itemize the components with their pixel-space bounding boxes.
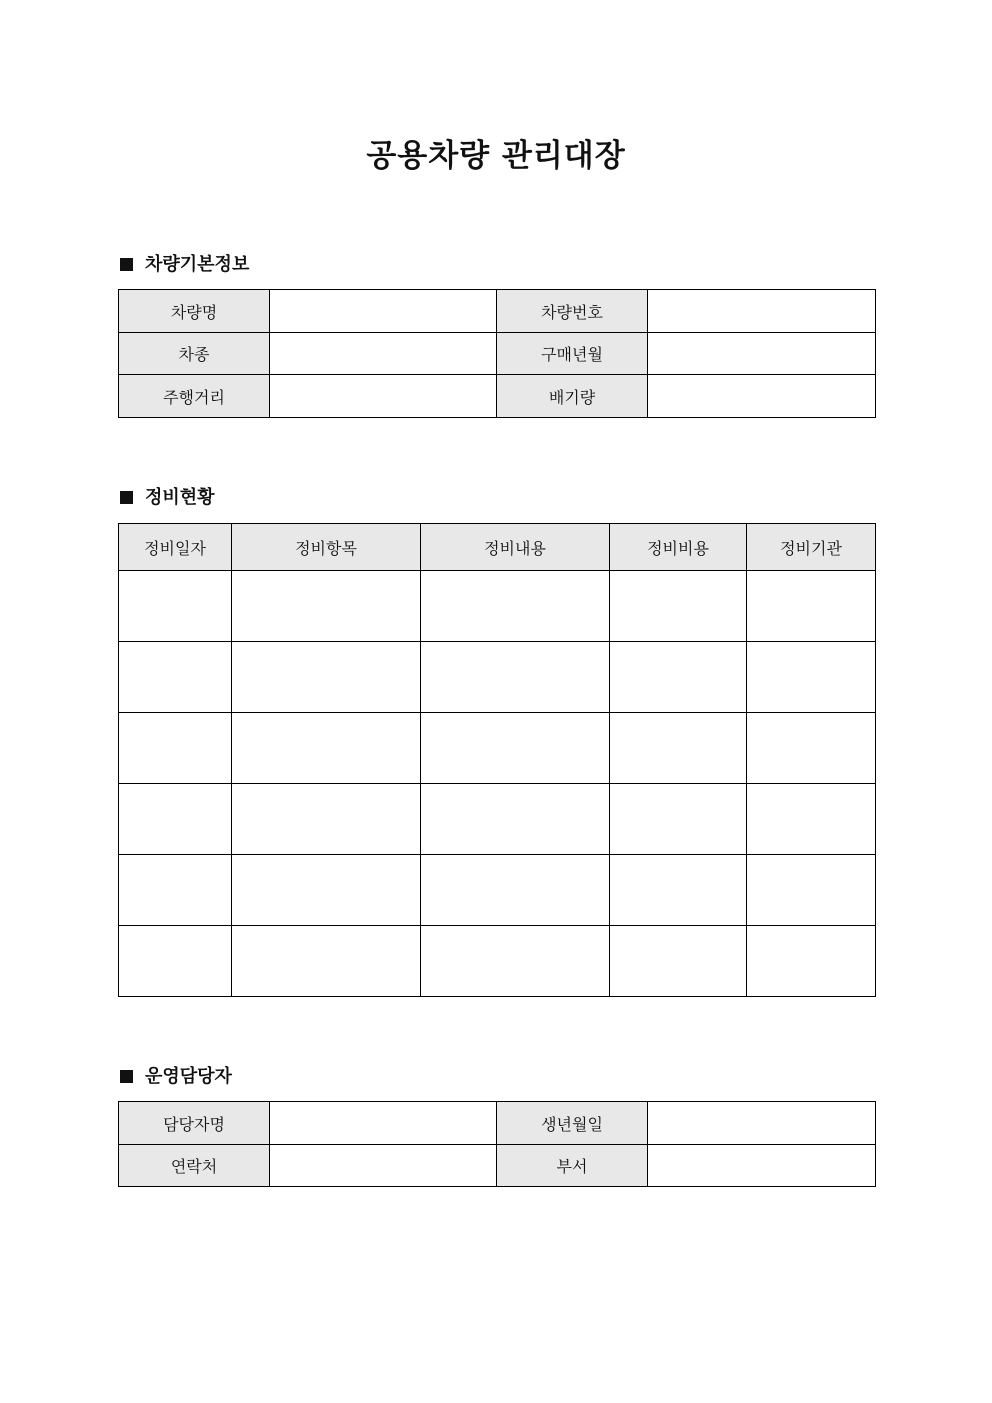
maintenance-provider-cell[interactable] — [747, 713, 876, 784]
table-row — [119, 571, 876, 642]
column-header-item: 정비항목 — [232, 524, 421, 571]
displacement-label: 배기량 — [497, 375, 648, 418]
maintenance-cost-cell[interactable] — [610, 926, 747, 997]
department-field[interactable] — [648, 1145, 876, 1187]
vehicle-name-field[interactable] — [270, 290, 497, 333]
table-row — [119, 642, 876, 713]
vehicle-type-field[interactable] — [270, 333, 497, 375]
table-row — [119, 784, 876, 855]
maintenance-date-cell[interactable] — [119, 855, 232, 926]
maintenance-item-cell[interactable] — [232, 571, 421, 642]
maintenance-provider-cell[interactable] — [747, 642, 876, 713]
section-title: 운영담당자 — [145, 1066, 232, 1087]
maintenance-cost-cell[interactable] — [610, 571, 747, 642]
column-header-date: 정비일자 — [119, 524, 232, 571]
mileage-label: 주행거리 — [119, 375, 270, 418]
vehicle-info-table — [118, 289, 876, 418]
column-header-details: 정비내용 — [421, 524, 610, 571]
table-row — [119, 375, 876, 418]
table-header-row — [119, 524, 876, 571]
column-header-provider: 정비기관 — [747, 524, 876, 571]
maintenance-details-cell[interactable] — [421, 784, 610, 855]
department-label: 부서 — [497, 1145, 648, 1187]
vehicle-type-label: 차종 — [119, 333, 270, 375]
contact-label: 연락처 — [119, 1145, 270, 1187]
maintenance-cost-cell[interactable] — [610, 642, 747, 713]
birth-date-label: 생년월일 — [497, 1102, 648, 1145]
maintenance-table — [118, 523, 876, 997]
maintenance-item-cell[interactable] — [232, 642, 421, 713]
maintenance-date-cell[interactable] — [119, 642, 232, 713]
manager-name-label: 담당자명 — [119, 1102, 270, 1145]
vehicle-number-field[interactable] — [648, 290, 876, 333]
maintenance-date-cell[interactable] — [119, 571, 232, 642]
maintenance-provider-cell[interactable] — [747, 855, 876, 926]
maintenance-cost-cell[interactable] — [610, 855, 747, 926]
table-row — [119, 1102, 876, 1145]
maintenance-date-cell[interactable] — [119, 713, 232, 784]
maintenance-details-cell[interactable] — [421, 926, 610, 997]
maintenance-details-cell[interactable] — [421, 855, 610, 926]
vehicle-number-label: 차량번호 — [497, 290, 648, 333]
manager-name-field[interactable] — [270, 1102, 497, 1145]
maintenance-date-cell[interactable] — [119, 926, 232, 997]
maintenance-item-cell[interactable] — [232, 926, 421, 997]
maintenance-cost-cell[interactable] — [610, 784, 747, 855]
manager-table — [118, 1101, 876, 1187]
purchase-date-label: 구매년월 — [497, 333, 648, 375]
section-heading-manager — [120, 1065, 232, 1089]
section-title: 정비현황 — [145, 487, 215, 508]
table-row — [119, 333, 876, 375]
table-row — [119, 855, 876, 926]
column-header-cost: 정비비용 — [610, 524, 747, 571]
maintenance-provider-cell[interactable] — [747, 926, 876, 997]
birth-date-field[interactable] — [648, 1102, 876, 1145]
vehicle-name-label: 차량명 — [119, 290, 270, 333]
section-title: 차량기본정보 — [145, 254, 250, 275]
square-bullet-icon — [120, 1070, 133, 1083]
table-row — [119, 1145, 876, 1187]
maintenance-details-cell[interactable] — [421, 642, 610, 713]
contact-field[interactable] — [270, 1145, 497, 1187]
maintenance-item-cell[interactable] — [232, 855, 421, 926]
table-row — [119, 713, 876, 784]
section-heading-maintenance — [120, 486, 215, 510]
maintenance-item-cell[interactable] — [232, 713, 421, 784]
maintenance-provider-cell[interactable] — [747, 571, 876, 642]
table-row — [119, 290, 876, 333]
mileage-field[interactable] — [270, 375, 497, 418]
maintenance-provider-cell[interactable] — [747, 784, 876, 855]
maintenance-details-cell[interactable] — [421, 713, 610, 784]
displacement-field[interactable] — [648, 375, 876, 418]
maintenance-item-cell[interactable] — [232, 784, 421, 855]
table-row — [119, 926, 876, 997]
square-bullet-icon — [120, 491, 133, 504]
maintenance-cost-cell[interactable] — [610, 713, 747, 784]
purchase-date-field[interactable] — [648, 333, 876, 375]
maintenance-date-cell[interactable] — [119, 784, 232, 855]
section-heading-vehicle-info — [120, 253, 249, 277]
maintenance-details-cell[interactable] — [421, 571, 610, 642]
square-bullet-icon — [120, 258, 133, 271]
document-title: 공용차량 관리대장 — [366, 138, 626, 174]
